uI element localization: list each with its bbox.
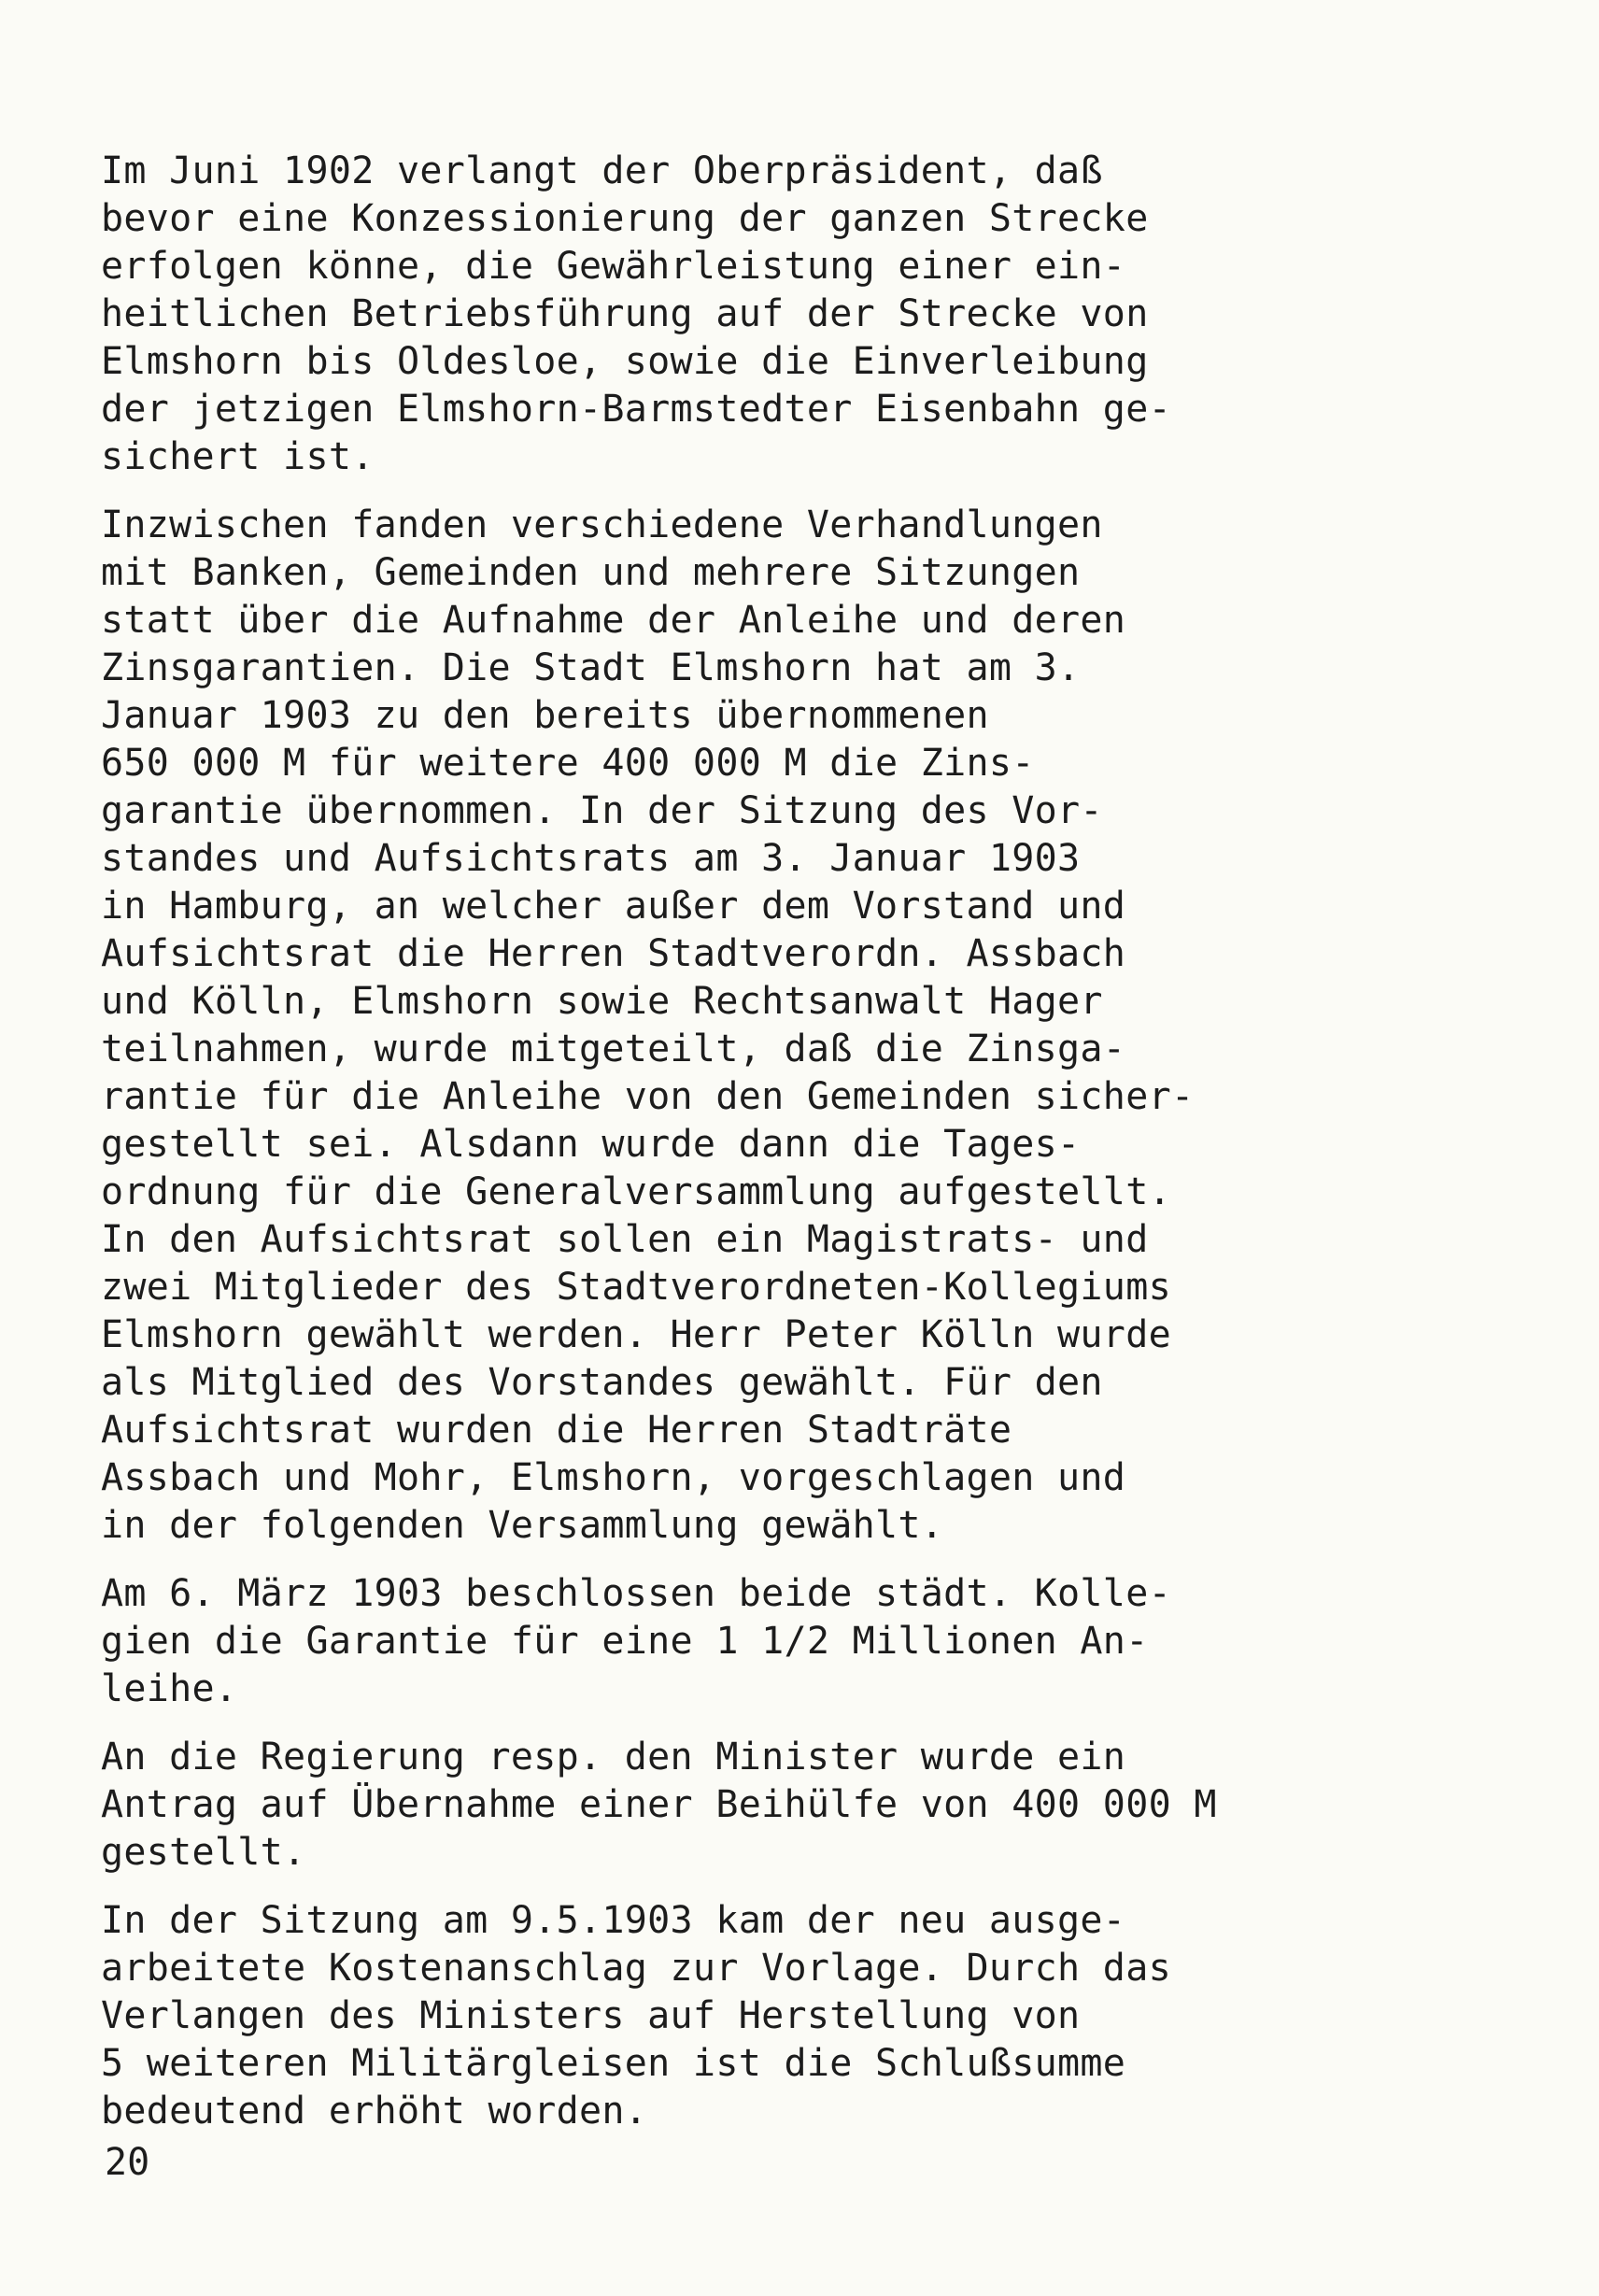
- text-line: Januar 1903 zu den bereits übernommenen: [101, 694, 989, 737]
- paragraph: [101, 1734, 1558, 1877]
- paragraph: [101, 1570, 1558, 1713]
- text-line: als Mitglied des Vorstandes gewählt. Für den: [101, 1361, 1103, 1404]
- text-line: Zinsgarantien. Die Stadt Elmshorn hat am 3.: [101, 646, 1081, 689]
- paragraph: [101, 1897, 1558, 2135]
- text-line: Am 6. März 1903 beschlossen beide städt. Kolle-: [101, 1572, 1171, 1615]
- text-line: der jetzigen Elmshorn-Barmstedter Eisenbahn ge-: [101, 388, 1171, 431]
- text-line: arbeitete Kostenanschlag zur Vorlage. Durch das: [101, 1947, 1171, 1990]
- text-line: heitlichen Betriebsführung auf der Strecke von: [101, 292, 1149, 335]
- text-line: An die Regierung resp. den Minister wurde ein: [101, 1736, 1126, 1779]
- paragraph: [101, 502, 1558, 1550]
- text-line: Assbach und Mohr, Elmshorn, vorgeschlagen und: [101, 1456, 1126, 1499]
- text-line: Inzwischen fanden verschiedene Verhandlungen: [101, 503, 1103, 546]
- text-line: standes und Aufsichtsrats am 3. Januar 1903: [101, 837, 1081, 880]
- text-line: Elmshorn gewählt werden. Herr Peter Kölln wurde: [101, 1313, 1171, 1356]
- text-line: leihe.: [101, 1667, 238, 1710]
- text-line: in Hamburg, an welcher außer dem Vorstand und: [101, 885, 1126, 928]
- paragraph: [101, 148, 1558, 481]
- text-line: sichert ist.: [101, 435, 375, 478]
- body-text: [101, 148, 1558, 2156]
- text-line: gestellt sei. Alsdann wurde dann die Tages-: [101, 1123, 1081, 1166]
- text-line: Aufsichtsrat wurden die Herren Stadträte: [101, 1409, 1012, 1452]
- text-line: in der folgenden Versammlung gewählt.: [101, 1504, 944, 1547]
- text-line: garantie übernommen. In der Sitzung des Vor-: [101, 789, 1103, 832]
- text-line: 650 000 M für weitere 400 000 M die Zins-: [101, 742, 1035, 785]
- text-line: Antrag auf Übernahme einer Beihülfe von 400 000 M: [101, 1783, 1217, 1826]
- text-line: In der Sitzung am 9.5.1903 kam der neu ausge-: [101, 1899, 1126, 1942]
- text-line: und Kölln, Elmshorn sowie Rechtsanwalt Hager: [101, 980, 1103, 1023]
- text-line: 5 weiteren Militärgleisen ist die Schlußsumme: [101, 2042, 1126, 2085]
- text-line: In den Aufsichtsrat sollen ein Magistrats- und: [101, 1218, 1149, 1261]
- text-line: gestellt.: [101, 1831, 306, 1874]
- text-line: ordnung für die Generalversammlung aufgestellt.: [101, 1170, 1171, 1213]
- text-line: Elmshorn bis Oldesloe, sowie die Einverleibung: [101, 340, 1149, 383]
- text-line: Im Juni 1902 verlangt der Oberpräsident, daß: [101, 149, 1103, 192]
- text-line: bedeutend erhöht worden.: [101, 2090, 648, 2133]
- text-line: erfolgen könne, die Gewährleistung einer ein-: [101, 245, 1126, 288]
- text-line: Aufsichtsrat die Herren Stadtverordn. Assbach: [101, 932, 1126, 975]
- text-line: Verlangen des Ministers auf Herstellung von: [101, 1994, 1081, 2037]
- text-line: rantie für die Anleihe von den Gemeinden sicher-: [101, 1075, 1195, 1118]
- text-line: gien die Garantie für eine 1 1/2 Millionen An-: [101, 1620, 1149, 1663]
- text-line: statt über die Aufnahme der Anleihe und deren: [101, 599, 1126, 642]
- text-line: teilnahmen, wurde mitgeteilt, daß die Zinsga-: [101, 1028, 1126, 1070]
- page-number: 20: [105, 2141, 150, 2184]
- text-line: zwei Mitglieder des Stadtverordneten-Kollegiums: [101, 1266, 1171, 1309]
- text-line: mit Banken, Gemeinden und mehrere Sitzungen: [101, 551, 1081, 594]
- text-line: bevor eine Konzessionierung der ganzen Strecke: [101, 197, 1149, 240]
